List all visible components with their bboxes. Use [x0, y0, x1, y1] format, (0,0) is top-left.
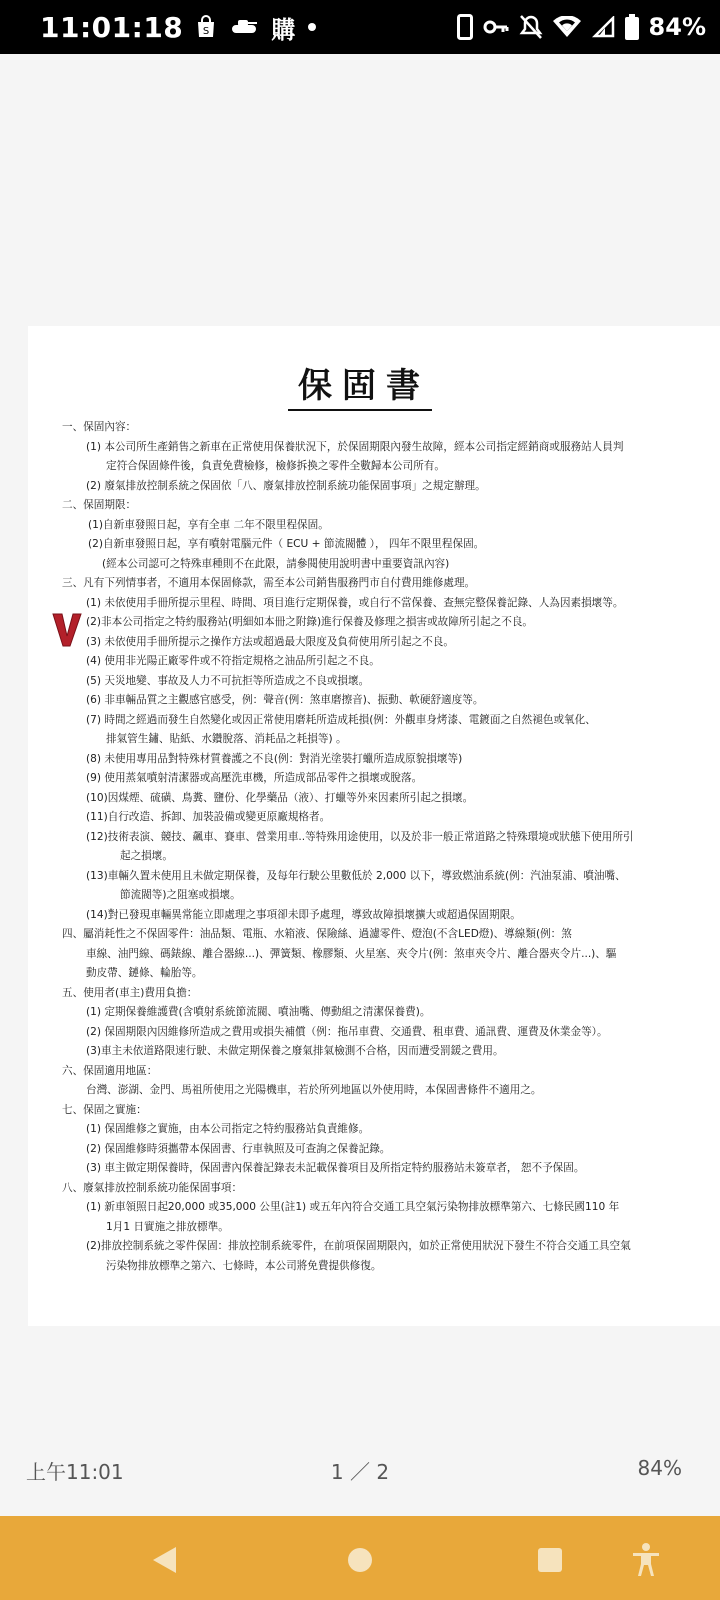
key-icon [483, 18, 509, 36]
clause-line: 車線、油門線、碼錶線、離合器線...)、彈簧類、橡膠類、火星塞、夾令片(例：煞車夾令片、離合器夾令片...)、驅 [86, 947, 617, 960]
phone-icon [457, 14, 473, 40]
clause-line: (3)車主未依道路限速行駛、未做定期保養之廢氣排氣檢測不合格，因而遭受罰鍰之費用。 [86, 1045, 504, 1057]
clause-line: (2)排放控制系統之零件保固：排放控制系統零件，在前項保固期限內，如於正常使用狀況下發生不符合交通工具空氣 [86, 1240, 631, 1252]
clause-line: (8) 未使用專用品對特殊材質養護之不良(例：對消光塗裝打蠟所造成原貌損壞等) [86, 752, 463, 765]
section-heading: 八、廢氣排放控制系統功能保固事項： [62, 1181, 243, 1194]
notification-app-icon: 購 [271, 15, 296, 44]
home-button[interactable] [340, 1540, 380, 1580]
clause-line: (經本公司認可之特殊車種則不在此限，請參閱使用說明書中重要資訊內容) [102, 557, 450, 570]
clause-line: (2) 保固期限內因維修所造成之費用或損失補償（例：拖吊車費、交通費、租車費、通訊費、運費及休業金等）。 [86, 1025, 608, 1038]
footer-time: 上午11:01 [26, 1460, 124, 1484]
clause-line: (10)因煤煙、硫磺、鳥糞、鹽份、化學藥品（液）、打蠟等外來因素所引起之損壞。 [86, 791, 474, 804]
signal-icon [591, 16, 615, 38]
document-viewer[interactable] [0, 54, 720, 1516]
accessibility-icon [631, 1542, 661, 1578]
recents-button[interactable] [530, 1540, 570, 1580]
clause-line: (11)自行改造、拆卸、加裝設備或變更原廠規格者。 [86, 811, 331, 823]
page-indicator: 1 ／ 2 [330, 1460, 390, 1484]
clause-line: (2)自新車發照日起，享有噴射電腦元件（ ECU + 節流閥體 ）， 四年不限里程保固。 [88, 538, 485, 550]
more-notifications-dot-icon [307, 22, 317, 32]
clause-line: (13)車輛久置未使用且未做定期保養，及每年行駛公里數低於 2,000 以下，導致燃油系統(例：汽油泵浦、噴油嘴、 [86, 869, 626, 882]
wifi-icon [553, 16, 581, 38]
document-title: 保固書 [288, 358, 432, 411]
clause-line: (5) 天災地變、事故及人力不可抗拒等所造成之不良或損壞。 [86, 674, 370, 687]
clause-line: (6) 非車輛品質之主觀感官感受，例：聲音(例：煞車磨擦音)、振動、軟硬舒適度等。 [86, 694, 484, 706]
battery-icon [625, 14, 639, 40]
recents-square-icon [536, 1546, 564, 1574]
section-heading: 四、屬消耗性之不保固零件：油品類、電瓶、水箱液、保險絲、過濾零件、燈泡(不含LED燈)、導線類(例：煞 [62, 928, 572, 940]
clause-line: (3) 未依使用手冊所提示之操作方法或超過最大限度及負荷使用所引起之不良。 [86, 635, 454, 648]
section-heading: 五、使用者(車主)費用負擔： [62, 986, 198, 999]
document-page[interactable] [28, 326, 720, 1326]
clause-line: (2) 保固維修時須攜帶本保固書、行車執照及可查詢之保養記錄。 [86, 1142, 391, 1155]
clause-line: 排氣管生鏽、貼紙、水鑽脫落、消耗品之耗損等) 。 [106, 733, 347, 745]
zoom-level: 84% [637, 1456, 682, 1480]
battery-percent: 84% [648, 13, 706, 41]
section-heading: 二、保固期限： [62, 499, 137, 511]
clause-line: 污染物排放標準之第六、七條時，本公司將免費提供修復。 [106, 1259, 382, 1272]
clause-line: 動皮帶、鏈條、輪胎等。 [86, 967, 203, 979]
clause-line: 定符合保固條件後，負責免費檢修，檢修拆換之零件全數歸本公司所有。 [106, 460, 445, 472]
back-triangle-icon [150, 1545, 178, 1575]
clause-line: (1) 本公司所生產銷售之新車在正常使用保養狀況下，於保固期限內發生故障，經本公司指定經銷商或服務站人員判 [86, 440, 624, 453]
clause-line: 台灣、澎湖、金門、馬祖所使用之光陽機車，若於所列地區以外使用時，本保固書條件不適用之。 [86, 1084, 542, 1096]
clause-line: (2)非本公司指定之特約服務站(明細如本冊之附錄)進行保養及修理之損害或故障所引起之不良。 [86, 616, 534, 628]
shopping-bag-icon [195, 15, 217, 39]
accessibility-button[interactable] [626, 1540, 666, 1580]
tank-icon [229, 17, 259, 37]
clause-line: (1) 未依使用手冊所提示里程、時間、項目進行定期保養，或自行不當保養、查無完整保養記錄、人為因素損壞等。 [86, 596, 624, 609]
navigation-bar [0, 1516, 720, 1600]
clause-line: 起之損壞。 [120, 850, 173, 862]
clause-line: (12)技術表演、競技、飆車、賽車、營業用車..等特殊用途使用，以及於非一般正常道路之特殊環境或狀態下使用所引 [86, 830, 634, 843]
section-heading: 一、保固內容： [62, 421, 137, 433]
clause-line: (1) 新車領照日起20,000 或35,000 公里(註1) 或五年內符合交通工具空氣污染物排放標準第六、七條民國110 年 [86, 1201, 620, 1213]
clause-line: (7) 時間之經過而發生自然變化或因正常使用磨耗所造成耗損(例：外觀車身烤漆、電鍍面之自然褪色或氧化、 [86, 713, 596, 726]
page-info-bar [0, 1440, 720, 1500]
svg-text:S: S [203, 26, 210, 37]
status-time: 11:01:18 [40, 10, 184, 44]
back-button[interactable] [144, 1540, 184, 1580]
mute-bell-icon [519, 14, 543, 40]
clause-line: 節流閥等)之阻塞或損壞。 [120, 889, 241, 901]
section-heading: 六、保固適用地區： [62, 1064, 158, 1077]
status-bar [0, 0, 720, 54]
section-heading: 七、保固之實施： [62, 1103, 147, 1116]
clause-line: (3) 車主做定期保養時，保固書內保養記錄表未記載保養項目及所指定特約服務站未簽章者， 恕不予保固。 [86, 1162, 585, 1174]
clause-line: (1)自新車發照日起，享有全車 二年不限里程保固。 [88, 518, 329, 531]
document-body [62, 418, 702, 1276]
section-heading: 三、凡有下列情事者，不適用本保固條款，需至本公司銷售服務門市自付費用維修處理。 [62, 577, 476, 589]
clause-line: (1) 定期保養維護費(含噴射系統節流閥、噴油嘴、傳動組之清潔保養費)。 [86, 1006, 431, 1018]
clause-line: (2) 廢氣排放控制系統之保固依「八、廢氣排放控制系統功能保固事項」之規定辦理。 [86, 479, 486, 492]
home-circle-icon [346, 1546, 374, 1574]
clause-line: 1月1 日實施之排放標準。 [106, 1220, 229, 1233]
clause-line: (14)對已發現車輛異常能立即處理之事項卻未即予處理，導致故障損壞擴大或超過保固期限。 [86, 908, 521, 921]
clause-line: (9) 使用蒸氣噴射清潔器或高壓洗車機，所造成部品零件之損壞或脫落。 [86, 772, 423, 784]
clause-line: (1) 保固維修之實施，由本公司指定之特約服務站負責維修。 [86, 1123, 370, 1135]
clause-line: (4) 使用非光陽正廠零件或不符指定規格之油品所引起之不良。 [86, 655, 380, 667]
